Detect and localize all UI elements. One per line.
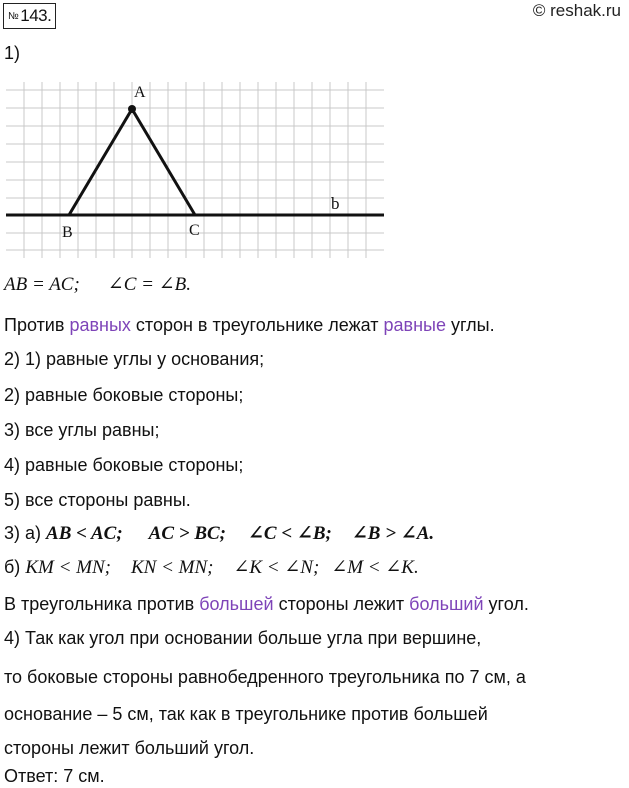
angles-equality: ∠C = ∠B. (107, 274, 191, 295)
triangle-figure (6, 72, 386, 262)
rule1-highlight-sides: равных (69, 315, 131, 335)
part3a-expr-3: ∠C < ∠B; (248, 523, 332, 544)
part4-line: основание – 5 см, так как в треугольнике против большей (4, 704, 488, 724)
rule-equal-sides (4, 314, 495, 336)
part4-line: то боковые стороны равнобедренного треугольника по 7 см, а (4, 667, 526, 687)
problem-number-value: 143. (20, 6, 52, 25)
problem-number-sign: № (8, 11, 19, 22)
part3b-prefix: б) (4, 557, 26, 577)
rule1-text: Против (4, 315, 70, 335)
line-b-label: b (331, 194, 340, 213)
part2-item: 5) все стороны равны. (4, 490, 191, 510)
part2-item: 2) 1) равные углы у основания; (4, 349, 265, 369)
part3b-line (4, 556, 419, 579)
part1-label: 1) (4, 43, 21, 63)
part3b-expr-3: ∠K < ∠N; (233, 557, 320, 578)
part2-item: 3) все углы равны; (4, 420, 160, 440)
vertex-a-label: A (134, 84, 146, 101)
vertex-a-dot (128, 105, 136, 113)
part3b-expr-4: ∠M < ∠K. (331, 557, 419, 578)
rule2-text: В треугольника против (4, 594, 200, 614)
part3a-expr-1: AB < AC; (46, 523, 123, 544)
part3a-expr-2: AC > BC; (148, 523, 227, 544)
rule1-highlight-angles: равные (383, 315, 446, 335)
vertex-b-label: B (62, 224, 73, 241)
part3b-expr-1: KM < MN; (25, 557, 111, 578)
answer: Ответ: 7 см. (4, 766, 105, 786)
part3a-line (4, 522, 434, 545)
rule2-highlight-side: большей (199, 594, 274, 614)
rule1-text: сторон в треугольнике лежат (130, 315, 384, 335)
rule2-text: угол. (483, 594, 529, 614)
vertex-c-label: C (189, 222, 200, 239)
part2-item: 4) равные боковые стороны; (4, 455, 244, 475)
rule2-highlight-angle: больший (409, 594, 484, 614)
sides-equality: AB = AC; (4, 274, 80, 295)
equality-line (4, 273, 191, 296)
site-watermark: © reshak.ru (532, 1, 621, 20)
rule1-text: углы. (446, 315, 495, 335)
rule-larger-side (4, 593, 529, 615)
rule2-text: стороны лежит (273, 594, 410, 614)
part4-line: стороны лежит больший угол. (4, 738, 255, 758)
part3b-expr-2: KN < MN; (130, 557, 214, 578)
problem-number (3, 3, 56, 29)
part2-item: 2) равные боковые стороны; (4, 385, 244, 405)
part4-line: 4) Так как угол при основании больше угла при вершине, (4, 628, 482, 648)
part3a-expr-4: ∠B > ∠A. (351, 523, 435, 544)
part3a-prefix: 3) а) (4, 523, 47, 543)
